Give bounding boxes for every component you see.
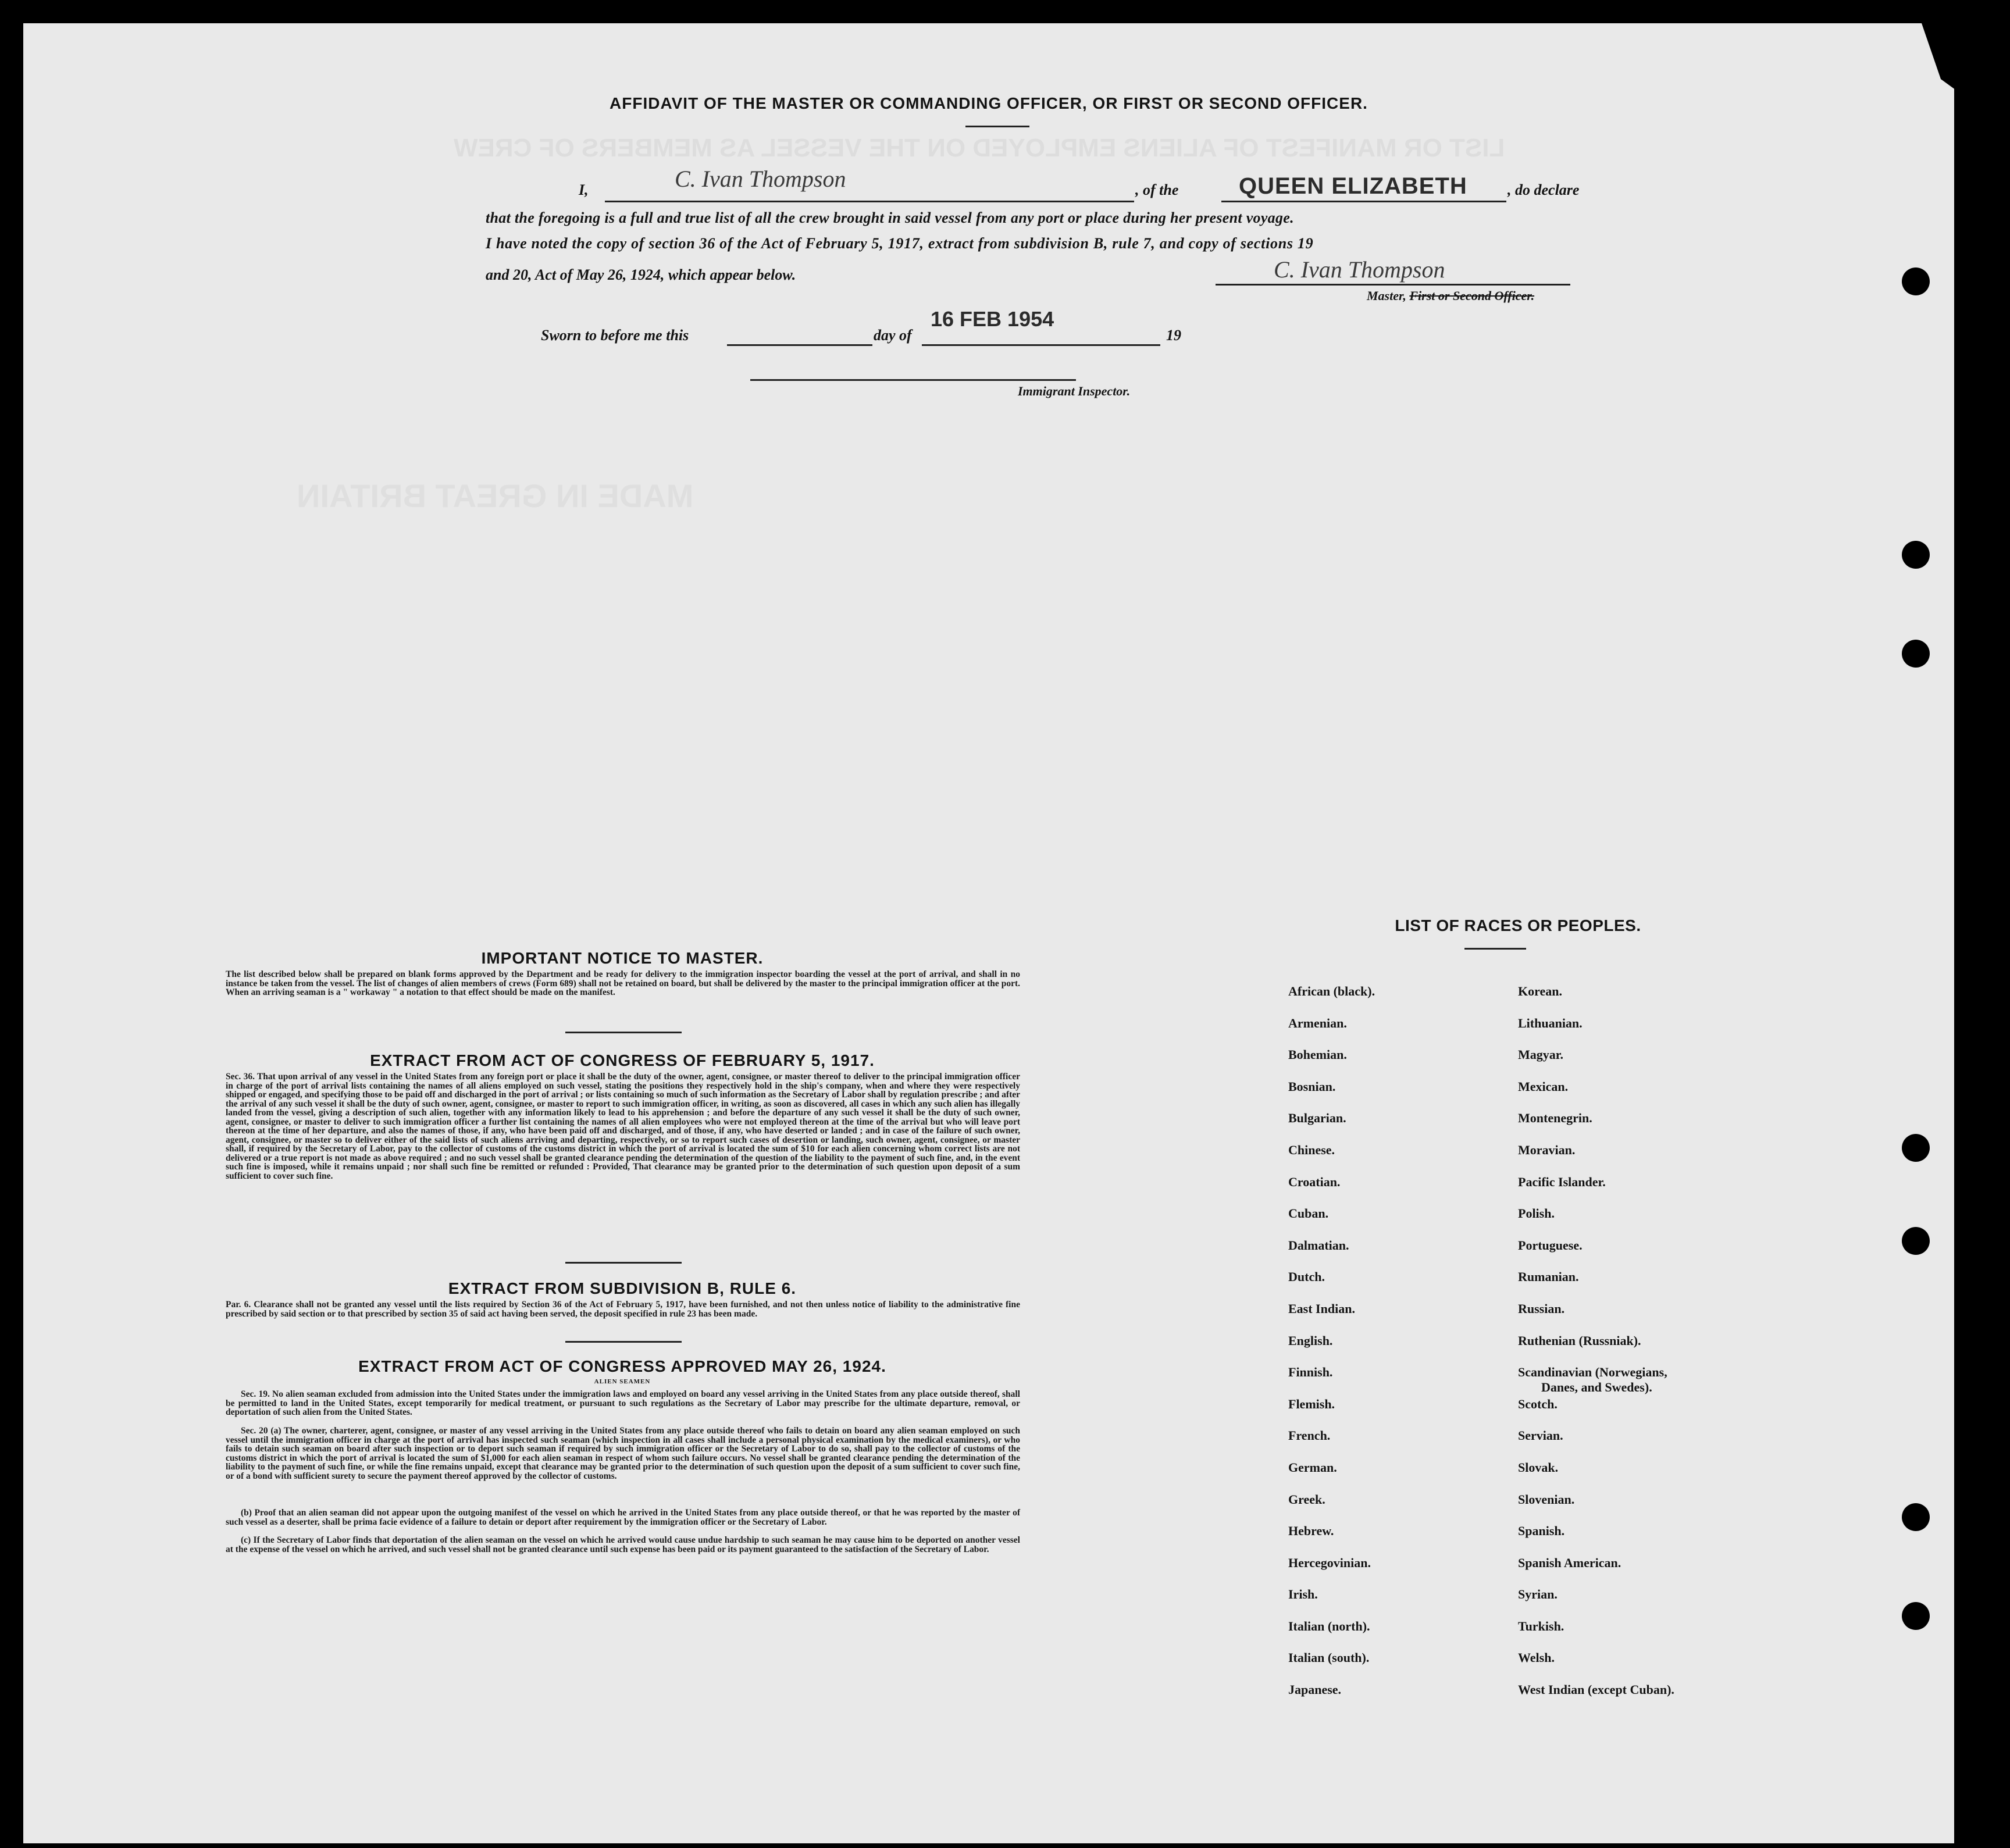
race-item: Bohemian.: [1288, 1047, 1347, 1062]
extract-rule6-title: EXTRACT FROM SUBDIVISION B, RULE 6.: [448, 1279, 797, 1297]
races-left-column: [1288, 976, 1375, 1706]
punch-hole: [1902, 1227, 1930, 1255]
extract-1924-subtitle: ALIEN SEAMEN: [594, 1378, 651, 1385]
signature-line: [605, 201, 1134, 202]
extract-1924-sec19: Sec. 19. No alien seaman excluded from admission into the United States under the immigration laws and employed on board any vessel arriving in the United States from any place outside thereof, shall be permitted to land in the United States, except temporarily for medical treatment, or pursuant to such regulations as the Secretary of Labor may prescribe for the ultimate departure, removal, or deportation of such alien from the United States.: [226, 1389, 1020, 1417]
master-signature: C. Ivan Thompson: [1274, 256, 1445, 283]
race-item: English.: [1288, 1333, 1333, 1348]
master-label: [1367, 288, 1534, 304]
extract-1924-title: EXTRACT FROM ACT OF CONGRESS APPROVED MAY 26, 1924.: [358, 1357, 886, 1375]
struck-officer-text: First or Second Officer.: [1409, 288, 1535, 303]
race-item: Greek.: [1288, 1492, 1325, 1507]
extract-1924-sec20b: (b) Proof that an alien seaman did not appear upon the outgoing manifest of the vessel on which he arrived in the United States from any place outside thereof, or that he was reported by the master of such vessel as a deserter, shall be prima facie evidence of a failure to detain or deport after requirement by the immigration officer or the Secretary of Labor.: [226, 1508, 1020, 1527]
vessel-name: QUEEN ELIZABETH: [1239, 173, 1467, 199]
race-item: Bosnian.: [1288, 1079, 1336, 1094]
race-item: Turkish.: [1518, 1618, 1564, 1633]
i-prefix: I,: [579, 181, 589, 198]
title-divider: [965, 126, 1029, 127]
punch-hole: [1902, 640, 1930, 668]
punch-hole: [1902, 1503, 1930, 1531]
race-item: Magyar.: [1518, 1047, 1564, 1062]
extract-1917-divider: [565, 1262, 682, 1264]
race-item: Russian.: [1518, 1301, 1565, 1316]
race-item: Slovak.: [1518, 1460, 1559, 1475]
race-item: Japanese.: [1288, 1682, 1342, 1697]
notice-text: The list described below shall be prepared on blank forms approved by the Department and be ready for delivery to the immigration inspector boarding the vessel at the port of arrival, and shall in no instance be taken from the vessel. The list of changes of alien members of crews (Form 689) shall not be retained on board, but shall be delivered by the master to the principal immigration officer at the port. When an arriving seaman is a " workaway " a notation to that effect should be made on the manifest.: [226, 969, 1020, 997]
extract-1924-sec20a: Sec. 20 (a) The owner, charterer, agent, consignee, or master of any vessel arriving in the United States from any place outside thereof who fails to detain on board any alien seaman employed on such vessel until the immigration officer in charge at the port of arrival has inspected such seaman (which inspection in all cases shall include a personal physical examination by the medical examiners), or who fails to detain such seaman on board after such inspection or to deport such seaman if required by such immigration officer or the Secretary of Labor to do so, shall pay to the collector of customs of the customs district in which the port of arrival is located the sum of $1,000 for each alien seaman in respect of whom such failure occurs. No vessel shall be granted clearance pending the determination of the liability to the payment of such fine, or while the fine remains unpaid, except that clearance may be granted prior to the determination of such question upon the deposit of a sum sufficient to cover such fine, or of a bond with sufficient surety to secure the payment thereof approved by the collector of customs.: [226, 1426, 1020, 1481]
race-item: German.: [1288, 1460, 1337, 1475]
day-of-label: day of: [874, 327, 912, 344]
race-item: Finnish.: [1288, 1365, 1333, 1380]
extract-rule6-divider: [565, 1341, 682, 1343]
race-scandinavian-cont: Danes, and Swedes).: [1541, 1380, 1652, 1395]
race-item: Spanish American.: [1518, 1555, 1621, 1570]
race-item: Chinese.: [1288, 1142, 1335, 1157]
race-item: Scotch.: [1518, 1396, 1558, 1411]
race-item: Croatian.: [1288, 1174, 1341, 1189]
race-item: Armenian.: [1288, 1015, 1347, 1030]
extract-1917-text: Sec. 36. That upon arrival of any vessel in the United States from any foreign port or place it shall be the duty of the owner, agent, consignee, or master thereof to deliver to the principal immigration officer in charge of the port of arrival lists containing the names of all aliens employed on such vessel, stating the positions they respectively hold in the ship's company, when and where they were respectively shipped or engaged, and specifying those to be paid off and discharged in the port of arrival ; or lists containing so much of such information as the Secretary of Labor shall by regulation prescribe ; and after the arrival of any such vessel it shall be the duty of such owner, agent, consignee, or master to report to such immigration officer, in writing, as soon as discovered, all cases in which any such alien has illegally landed from the vessel, giving a description of such alien, together with any information likely to lead to his apprehension ; and before the departure of any such vessel it shall be the duty of such owner, agent, consignee, or master to deliver to such immigration officer a further list containing the names of all alien employees who were not employed thereon at the time of the arrival but who will leave port thereon at the time of her departure, and also the names of those, if any, who have been paid off and discharged, and of those, if any, who have deserted or landed ; and in case of the failure of such owner, agent, consignee, or master so to deliver either of the said lists of such aliens arriving and departing, respectively, or so to report such cases of desertion or landing, such owner, agent, consignee, or master shall, if required by the Secretary of Labor, pay to the collector of customs of the customs district in which the port of arrival is located the sum of $10 for each alien concerning whom correct lists are not delivered or a true report is not made as above required ; and no such vessel shall be granted clearance pending the determination of the question of the liability to the payment of such fine, and, in the event such fine is imposed, while it remains unpaid ; nor shall such fine be remitted or refunded : Provided, That clearance may be granted prior to the determination of such question upon deposit of a sum sufficient to cover such fine.: [226, 1072, 1020, 1181]
race-item: Polish.: [1518, 1206, 1555, 1221]
inspector-label: Immigrant Inspector.: [1018, 384, 1131, 398]
vessel-line: [1221, 201, 1506, 202]
punch-hole: [1902, 267, 1930, 295]
race-item: Dalmatian.: [1288, 1237, 1349, 1253]
punch-hole: [1902, 1602, 1930, 1630]
extract-rule6-text: Par. 6. Clearance shall not be granted any vessel until the lists required by Section 36 of the Act of February 5, 1917, have been furnished, and not then unless notice of liability to the administrative fine prescribed by said section or to that prescribed by section 35 of said act having been served, the deposit specified in rule 23 has been made.: [226, 1300, 1020, 1319]
affidavit-title: AFFIDAVIT OF THE MASTER OR COMMANDING OFFICER, OR FIRST OR SECOND OFFICER.: [610, 94, 1368, 112]
race-item: Mexican.: [1518, 1079, 1569, 1094]
signature-name: C. Ivan Thompson: [675, 166, 846, 192]
race-item: Syrian.: [1518, 1587, 1558, 1602]
race-item: Montenegrin.: [1518, 1111, 1592, 1126]
race-item: Servian.: [1518, 1428, 1563, 1443]
of-the-label: , of the: [1135, 181, 1179, 198]
declaration-line-2: I have noted the copy of section 36 of the Act of February 5, 1917, extract from subdivision B, rule 7, and copy of sections 19: [486, 235, 1314, 252]
race-item: Moravian.: [1518, 1142, 1576, 1157]
race-item: Welsh.: [1518, 1650, 1555, 1665]
race-item: Cuban.: [1288, 1206, 1329, 1221]
race-item: Italian (north).: [1288, 1618, 1370, 1633]
race-item: Dutch.: [1288, 1269, 1325, 1285]
date-stamp: 16 FEB 1954: [931, 307, 1054, 331]
race-item: West Indian (except Cuban).: [1518, 1682, 1674, 1697]
races-right-column: [1518, 976, 1674, 1706]
race-item: Ruthenian (Russniak).: [1518, 1333, 1641, 1348]
bleed-through-text: MADE IN GREAT BRITAIN: [297, 477, 694, 514]
race-item: Flemish.: [1288, 1396, 1335, 1411]
declaration-line-1: that the foregoing is a full and true list of all the crew brought in said vessel from any port or place during her present voyage.: [486, 209, 1294, 226]
race-item: Hercegovinian.: [1288, 1555, 1371, 1570]
race-item: Pacific Islander.: [1518, 1174, 1606, 1189]
sworn-text: Sworn to before me this: [541, 327, 689, 344]
races-divider: [1464, 948, 1526, 950]
declaration-line-3: and 20, Act of May 26, 1924, which appear below.: [486, 266, 796, 283]
race-item: Spanish.: [1518, 1524, 1565, 1539]
race-item: African (black).: [1288, 984, 1375, 998]
race-item: Hebrew.: [1288, 1524, 1334, 1539]
extract-1924-sec20c: (c) If the Secretary of Labor finds that deportation of the alien seaman on the vessel on which he arrived would cause undue hardship to such seaman he may cause him to be deported on another vessel at the expense of the vessel on which he arrived, and such vessel shall not be granted clearance until such expense has been paid or its payment guaranteed to the satisfaction of the Secretary of Labor.: [226, 1535, 1020, 1554]
races-title: LIST OF RACES OR PEOPLES.: [1395, 916, 1641, 934]
race-item: Portuguese.: [1518, 1237, 1583, 1253]
race-item: East Indian.: [1288, 1301, 1355, 1316]
sworn-day-line: [727, 344, 872, 346]
bleed-through-header: LIST OR MANIFEST OF ALIENS EMPLOYED ON THE VESSEL AS MEMBERS OF CREW: [454, 134, 1505, 162]
master-signature-line: [1216, 284, 1570, 286]
inspector-signature-line: [750, 379, 1076, 381]
punch-hole: [1902, 541, 1930, 569]
do-declare-label: , do declare: [1508, 181, 1580, 198]
punch-hole: [1902, 1134, 1930, 1162]
race-item: [1518, 1357, 1674, 1395]
race-item: Bulgarian.: [1288, 1111, 1346, 1126]
race-scandinavian: Scandinavian (Norwegians,: [1518, 1365, 1667, 1380]
race-item: Rumanian.: [1518, 1269, 1579, 1285]
race-item: Slovenian.: [1518, 1492, 1575, 1507]
year-prefix: 19: [1166, 327, 1181, 344]
document-page: [23, 23, 1954, 1843]
master-text: Master,: [1367, 288, 1406, 303]
race-item: French.: [1288, 1428, 1331, 1443]
notice-title: IMPORTANT NOTICE TO MASTER.: [481, 949, 764, 967]
race-item: Lithuanian.: [1518, 1015, 1583, 1030]
sworn-month-line: [922, 344, 1160, 346]
race-item: Irish.: [1288, 1587, 1318, 1602]
extract-1917-title: EXTRACT FROM ACT OF CONGRESS OF FEBRUARY 5, 1917.: [370, 1051, 875, 1069]
race-item: Korean.: [1518, 984, 1562, 998]
race-item: Italian (south).: [1288, 1650, 1370, 1665]
notice-divider: [565, 1032, 682, 1033]
